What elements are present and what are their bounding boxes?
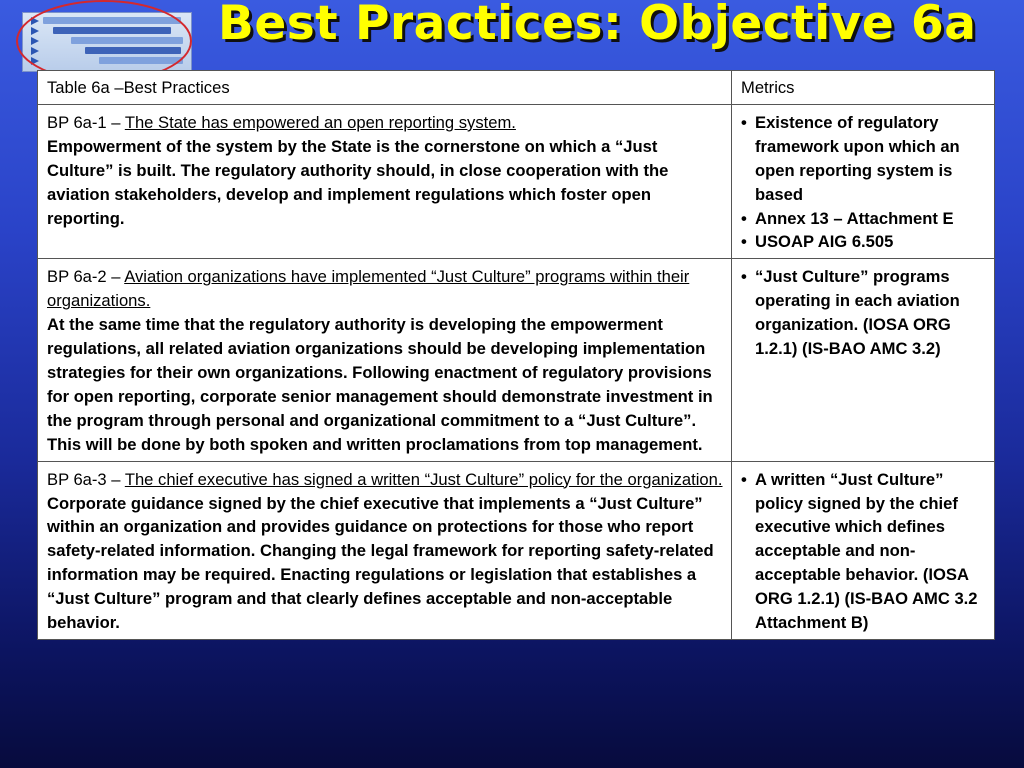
metrics-list — [741, 265, 986, 361]
best-practices-table — [37, 70, 995, 640]
practice-cell — [38, 259, 732, 461]
practice-id: BP 6a-2 – — [47, 267, 125, 287]
metrics-list — [741, 468, 986, 635]
practice-heading: The chief executive has signed a written “Just Culture” policy for the organization. — [124, 469, 723, 489]
header-metrics: Metrics — [732, 71, 995, 105]
metric-item: • Existence of regulatory framework upon which an open reporting system is based — [741, 111, 986, 207]
metric-item: • “Just Culture” programs operating in each aviation organization. (IOSA ORG 1.2.1) (IS-BAO AMC 3.2) — [741, 265, 986, 361]
slide-title: Best Practices: Objective 6a — [218, 0, 977, 51]
metrics-cell — [732, 259, 995, 461]
metric-item: • A written “Just Culture” policy signed by the chief executive which defines acceptable and non-acceptable behavior. (IOSA ORG 1.2.1) (IS-BAO AMC 3.2 Attachment B) — [741, 468, 986, 635]
practice-body: Empowerment of the system by the State is the cornerstone on which a “Just Culture” is built. The regulatory authority should, in close cooperation with the aviation stakeholders, develop and implement regulations which foster open reporting. — [47, 136, 669, 228]
practice-body: Corporate guidance signed by the chief executive that implements a “Just Culture” within an organization and provides guidance on protections for those who report safety-related information. Changing the legal framework for reporting safety-related information may be required. Enacting regulations or legislation that establishes a “Just Culture” program and that clearly defines acceptable and non-acceptable behavior. — [47, 493, 714, 633]
metrics-list — [741, 111, 986, 254]
table-row-bp-6a-1 — [38, 104, 995, 258]
practice-heading: The State has empowered an open reporting system. — [124, 112, 516, 132]
practice-cell — [38, 461, 732, 639]
metrics-cell — [732, 461, 995, 639]
metric-item: • Annex 13 – Attachment E — [741, 207, 986, 231]
table-row-bp-6a-2 — [38, 259, 995, 461]
practice-body: At the same time that the regulatory authority is developing the empowerment regulations, all related aviation organizations should be developing implementation strategies for their own organizations. Following enactment of regulatory provisions for open reporting, corporate senior management should demonstrate investment in the program through personal and organizational commitment to a “Just Culture”. This will be done by both spoken and written proclamations from top management. — [47, 315, 713, 454]
metric-item: • USOAP AIG 6.505 — [741, 230, 986, 254]
table-row-bp-6a-3 — [38, 461, 995, 639]
practice-cell — [38, 104, 732, 258]
practice-id: BP 6a-3 – — [47, 469, 125, 489]
practice-id: BP 6a-1 – — [47, 112, 125, 132]
metrics-cell — [732, 104, 995, 258]
practice-heading: Aviation organizations have implemented “Just Culture” programs within their organizations. — [47, 267, 690, 311]
header-best-practices: Table 6a –Best Practices — [38, 71, 732, 105]
table-header-row — [38, 71, 995, 105]
